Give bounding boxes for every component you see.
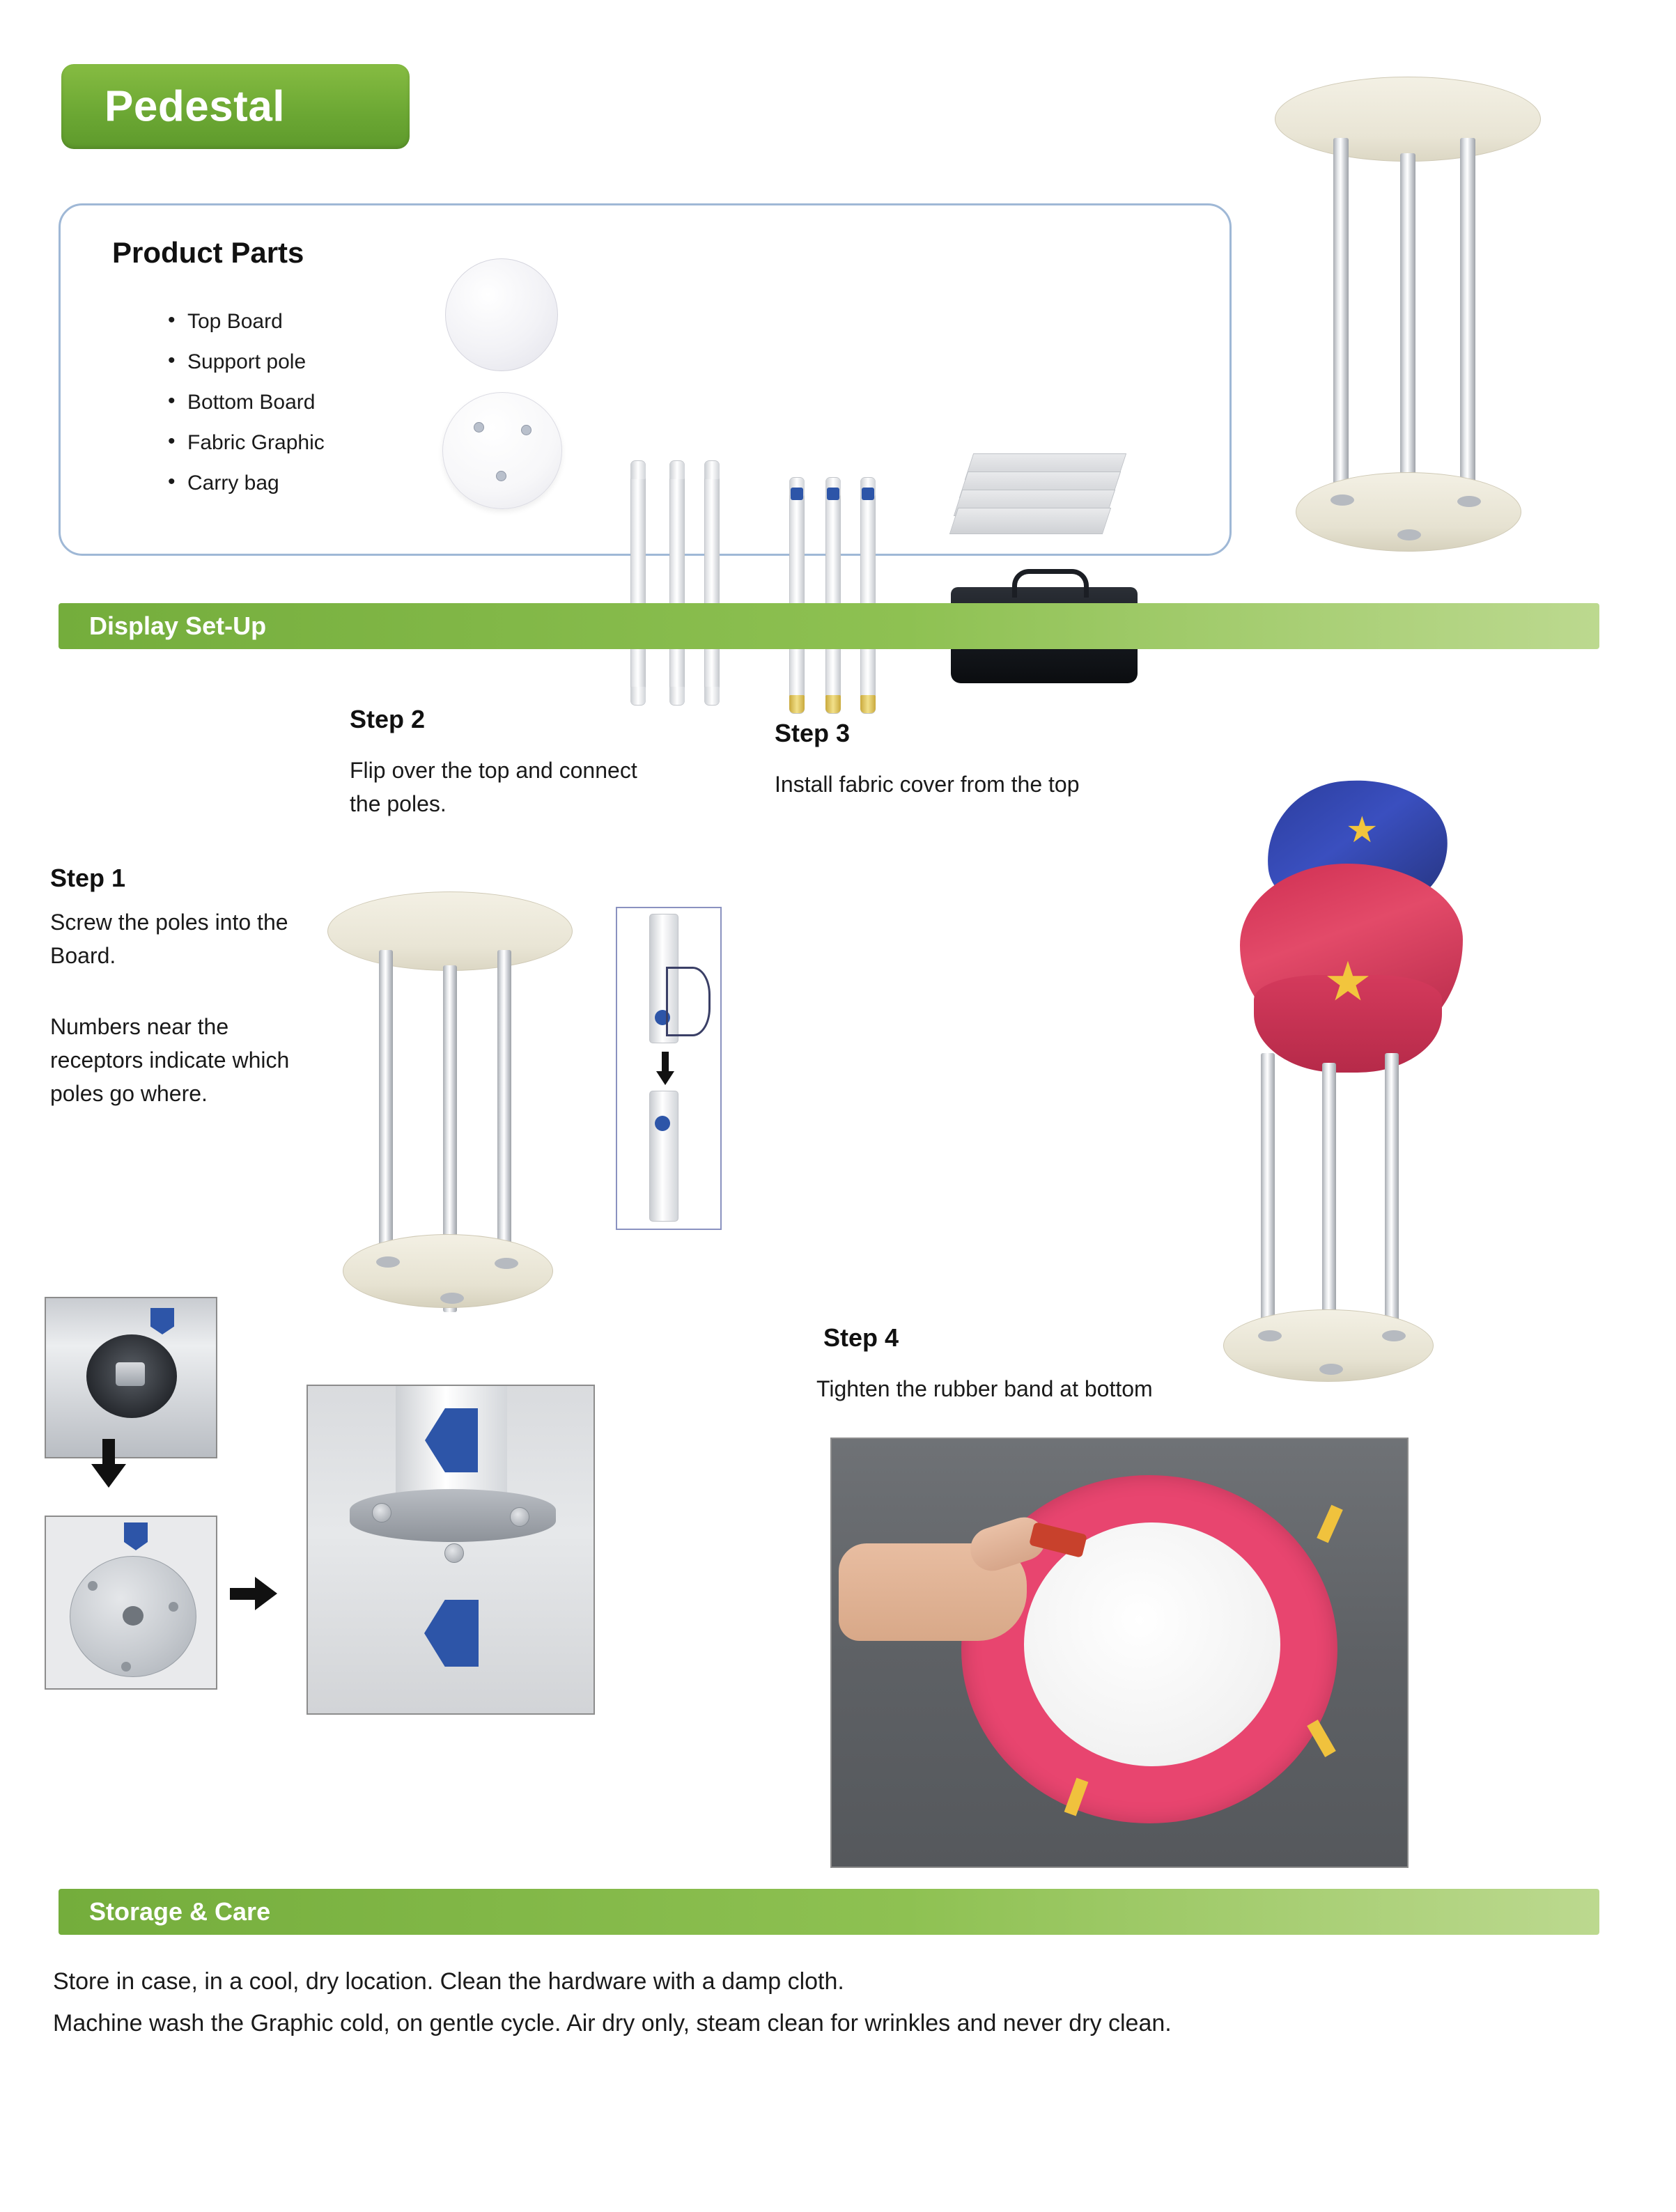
pole-cap-bottom xyxy=(630,687,646,705)
photo-base-plate-closeup xyxy=(45,1516,217,1690)
step-1-heading: Step 1 xyxy=(50,864,126,892)
pole-number-tag xyxy=(655,1116,670,1131)
screw-thread xyxy=(116,1362,145,1386)
top-board-image xyxy=(445,258,558,371)
pedestal-foot xyxy=(495,1258,518,1269)
board-number-tag xyxy=(424,1600,479,1667)
hand-illustration xyxy=(666,967,711,1036)
bottom-board-image xyxy=(442,392,562,509)
pole-cap-bottom xyxy=(704,687,720,705)
pedestal-top-board xyxy=(1275,77,1541,162)
pole-number-tag xyxy=(124,1522,148,1550)
pole-number-tag xyxy=(827,488,839,500)
pedestal-foot xyxy=(440,1293,464,1304)
pedestal-leg xyxy=(1460,138,1475,510)
section-header-storage-care xyxy=(59,1889,1599,1935)
bag-handle xyxy=(1012,569,1089,598)
flange-screw xyxy=(444,1543,464,1563)
fabric-cover-image xyxy=(1226,780,1477,1073)
fabric-graphic-image xyxy=(954,453,1121,544)
pole-cap-bottom xyxy=(669,687,685,705)
photo-pole-receptor-closeup xyxy=(45,1297,217,1458)
support-pole-image xyxy=(669,460,685,706)
list-item: • Bottom Board xyxy=(164,382,456,423)
pole-cap-top xyxy=(630,461,646,479)
step-2-text: Flip over the top and connect the poles. xyxy=(350,758,637,816)
pedestal-leg xyxy=(1261,1053,1275,1346)
product-parts-panel xyxy=(59,203,1232,556)
pedestal-foot xyxy=(1319,1364,1343,1375)
pole-connection-detail-panel xyxy=(616,907,722,1230)
pole-cap-top xyxy=(704,461,720,479)
step-4-text: Tighten the rubber band at bottom xyxy=(816,1376,1153,1401)
support-pole-image xyxy=(630,460,646,706)
pedestal-leg xyxy=(497,950,511,1272)
section-header-display-setup xyxy=(59,603,1599,649)
pole-cap-bottom xyxy=(789,695,805,713)
fabric-trim-accent xyxy=(1307,1720,1336,1757)
pedestal-foot xyxy=(1382,1330,1406,1341)
step-2-heading: Step 2 xyxy=(350,705,426,733)
pole-lower-segment xyxy=(649,1091,678,1222)
pedestal-leg xyxy=(1385,1053,1399,1346)
base-plate-screw-hole xyxy=(121,1662,131,1672)
section-title: Storage & Care xyxy=(89,1897,271,1926)
pole-number-tag xyxy=(791,488,803,500)
pedestal-top-board xyxy=(327,891,573,971)
photo-rubber-band-tightening xyxy=(830,1438,1409,1868)
storage-care-line-1: Store in case, in a cool, dry location. Clean the hardware with a damp cloth. xyxy=(53,1968,844,1995)
numbered-support-pole-image xyxy=(789,477,805,714)
pedestal-foot xyxy=(1397,529,1421,540)
list-item: • Top Board xyxy=(164,302,456,342)
step-3-pedestal-with-fabric-image xyxy=(1212,780,1421,1393)
step-3-heading: Step 3 xyxy=(775,719,851,747)
fabric-trim-accent xyxy=(1317,1505,1343,1543)
pole-cap-bottom xyxy=(825,695,841,713)
flange-screw xyxy=(510,1507,529,1527)
list-item: • Fabric Graphic xyxy=(164,423,456,463)
section-title: Display Set-Up xyxy=(89,612,267,640)
pedestal-foot xyxy=(376,1256,400,1268)
flange-screw xyxy=(372,1503,391,1522)
storage-care-line-2: Machine wash the Graphic cold, on gentle cycle. Air dry only, steam clean for wrinkles and never dry clean. xyxy=(53,2010,1172,2036)
pedestal-foot xyxy=(1457,496,1481,507)
product-parts-list xyxy=(136,302,456,504)
photo-pole-installed-on-board xyxy=(307,1385,595,1715)
list-item: • Support pole xyxy=(164,342,456,382)
pedestal-foot xyxy=(1258,1330,1282,1341)
receptor-hole xyxy=(521,425,531,435)
base-plate-threaded-hole xyxy=(123,1606,143,1626)
pole-cap-bottom xyxy=(860,695,876,713)
base-plate-screw-hole xyxy=(88,1581,98,1591)
pole-number-tag xyxy=(862,488,874,500)
page-title: Pedestal xyxy=(104,82,286,131)
step-2-pedestal-image xyxy=(327,878,571,1337)
fabric-layer xyxy=(949,508,1111,534)
support-pole-image xyxy=(704,460,720,706)
star-graphic-icon: ★ xyxy=(1324,951,1372,1012)
step-4-heading: Step 4 xyxy=(823,1323,899,1352)
step-1-text-1: Screw the poles into the Board. xyxy=(50,910,288,968)
list-item: • Carry bag xyxy=(164,463,456,504)
base-plate-screw-hole xyxy=(169,1602,178,1612)
pedestal-foot xyxy=(1330,494,1354,506)
pedestal-leg xyxy=(379,950,393,1272)
star-graphic-icon: ★ xyxy=(1346,810,1379,850)
pedestal-leg xyxy=(1333,138,1349,510)
receptor-hole xyxy=(474,422,484,433)
pole-cap-top xyxy=(669,461,685,479)
page-title-banner xyxy=(61,64,410,149)
numbered-support-pole-image xyxy=(860,477,876,714)
product-parts-heading: Product Parts xyxy=(112,236,304,269)
step-1-text-2: Numbers near the receptors indicate which poles go where. xyxy=(50,1014,290,1106)
numbered-support-pole-image xyxy=(825,477,841,714)
assembled-pedestal-image xyxy=(1275,49,1539,550)
receptor-hole xyxy=(496,471,506,481)
board-underside xyxy=(1024,1522,1280,1766)
step-3-text: Install fabric cover from the top xyxy=(775,772,1080,797)
